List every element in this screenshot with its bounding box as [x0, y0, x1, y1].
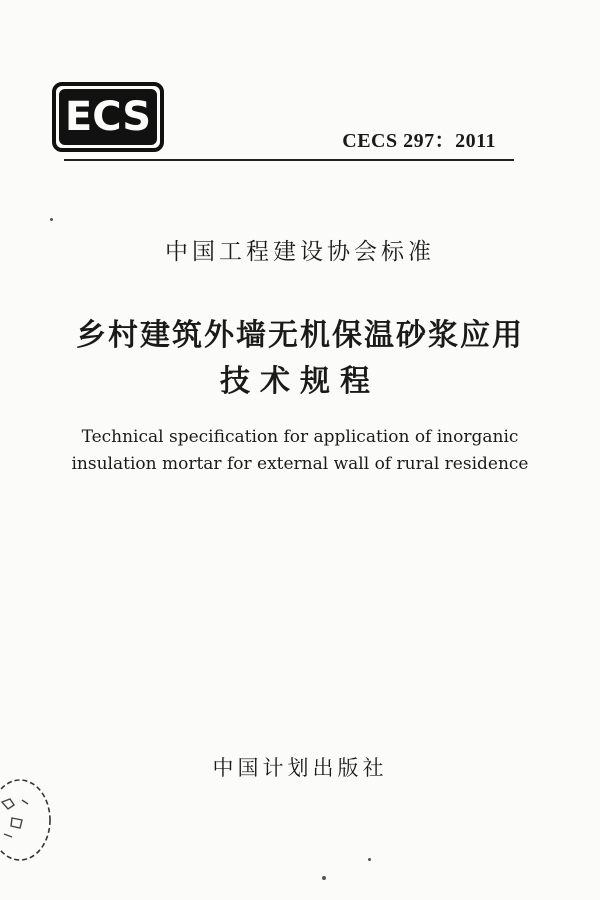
- header-divider: [64, 159, 514, 161]
- title-en-line2: insulation mortar for external wall of rural residence: [71, 454, 529, 474]
- ecs-logo: [48, 80, 168, 154]
- standard-code: CECS 297：2011: [342, 130, 496, 152]
- seal-stamp: [0, 778, 58, 862]
- scan-speck: [50, 218, 53, 221]
- title-cn-line1: 乡村建筑外墙无机保温砂浆应用: [76, 318, 524, 353]
- publisher-name: 中国计划出版社: [212, 756, 388, 780]
- scan-speck: [322, 876, 326, 880]
- title-en-line1: Technical specification for application of inorganic: [81, 427, 519, 447]
- scan-speck: [368, 858, 371, 861]
- ecs-logo-text: ECS: [64, 94, 152, 140]
- title-en: [0, 424, 600, 478]
- organization-name: 中国工程建设协会标准: [165, 239, 435, 265]
- title-cn-line2: 技术规程: [220, 364, 380, 399]
